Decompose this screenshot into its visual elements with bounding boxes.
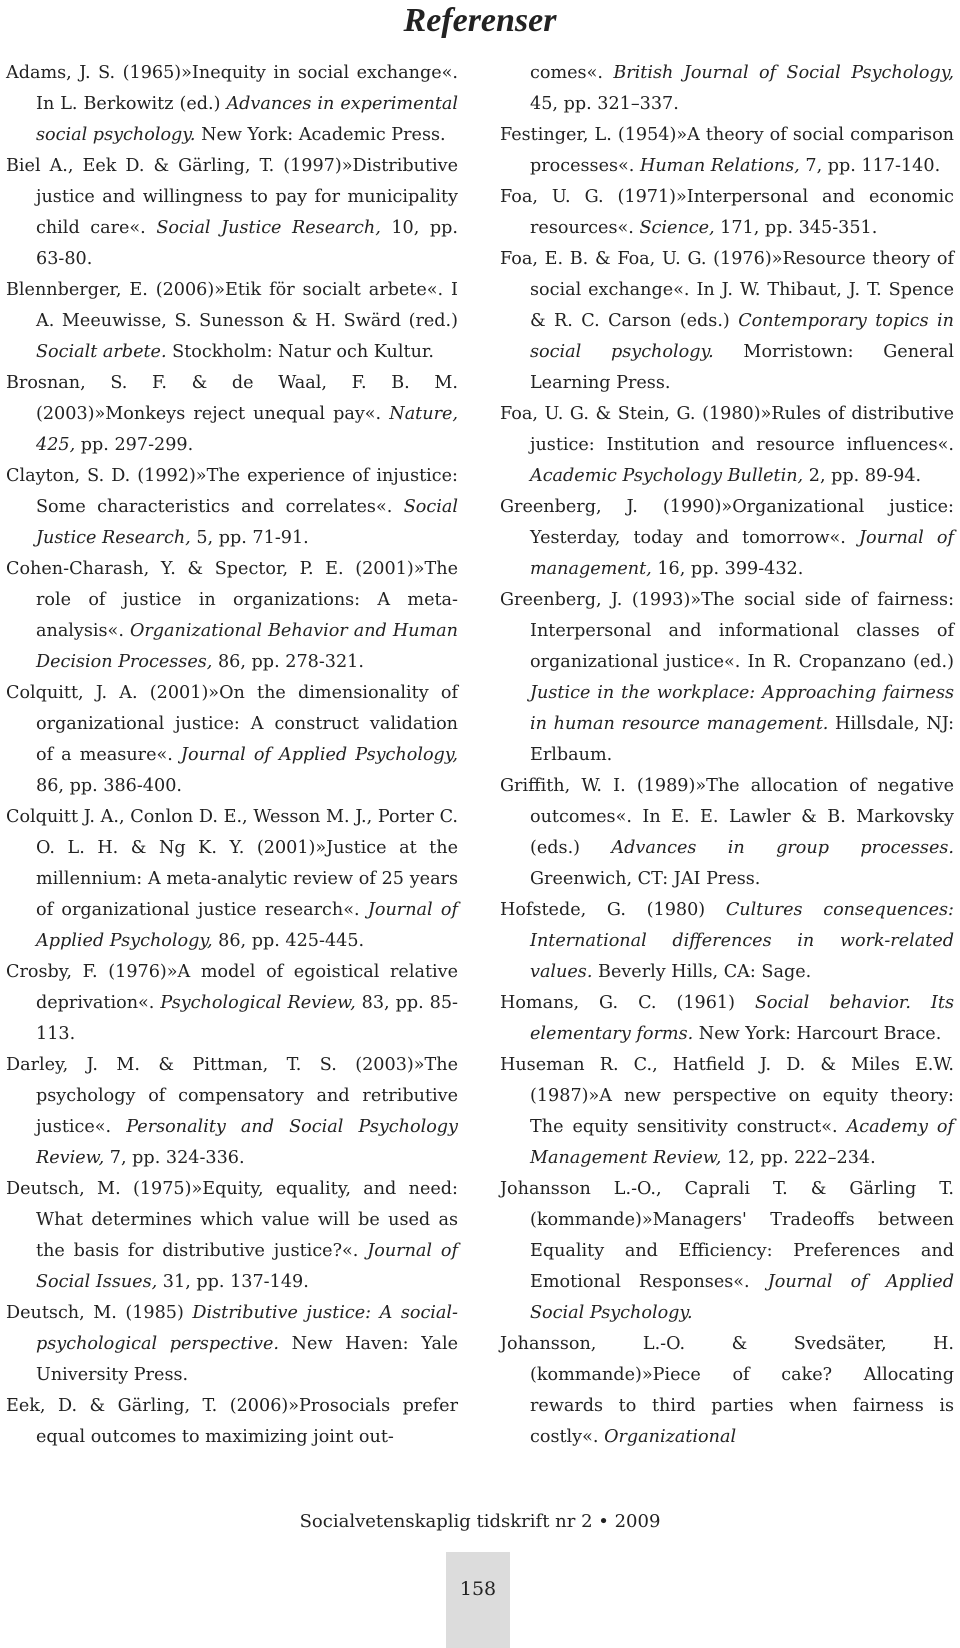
reference-entry: Greenberg, J. (1993)»The social side of fairness: Interpersonal and informational classes of organizational justice«. In R. Cropanzano (ed.) Justice in the workplace: Approaching fairness in human resource management. Hillsdale, NJ: Erlbaum. — [500, 590, 955, 765]
page-title: Referenser — [403, 2, 557, 39]
reference-entry: Biel A., Eek D. & Gärling, T. (1997)»Distributive justice and willingness to pay for municipality child care«. Social Justice Research, 10, pp. 63-80. — [6, 156, 458, 269]
reference-entry: Deutsch, M. (1985) Distributive justice: A social-psychological perspective. New Haven: Yale University Press. — [6, 1303, 458, 1385]
reference-entry: Foa, U. G. (1971)»Interpersonal and economic resources«. Science, 171, pp. 345-351. — [500, 187, 954, 238]
references-column-right — [500, 58, 954, 1453]
page-number: 158 — [459, 1578, 497, 1600]
reference-entry: Cohen-Charash, Y. & Spector, P. E. (2001)»The role of justice in organizations: A meta-analysis«. Organizational Behavior and Human Decision Processes, 86, pp. 278-321. — [6, 559, 458, 672]
reference-entry: Huseman R. C., Hatfield J. D. & Miles E.W. (1987)»A new perspective on equity theory: The equity sensitivity construct«. Academy of Management Review, 12, pp. 222–234. — [500, 1055, 954, 1168]
reference-entry: Crosby, F. (1976)»A model of egoistical relative deprivation«. Psychological Review, 83, pp. 85-113. — [6, 962, 458, 1044]
reference-entry: Hofstede, G. (1980) Cultures consequences: International differences in work-related values. Beverly Hills, CA: Sage. — [500, 900, 954, 982]
references-column-left — [6, 58, 458, 1453]
reference-entry: Blennberger, E. (2006)»Etik för socialt arbete«. I A. Meeuwisse, S. Sunesson & H. Swärd (red.) Socialt arbete. Stockholm: Natur och Kultur. — [6, 280, 458, 362]
reference-entry: Foa, U. G. & Stein, G. (1980)»Rules of distributive justice: Institution and resource influences«. Academic Psychology Bulletin, 2, pp. 89-94. — [500, 404, 954, 486]
reference-entry: Griffith, W. I. (1989)»The allocation of negative outcomes«. In E. E. Lawler & B. Markovsky (eds.) Advances in group processes. Greenwich, CT: JAI Press. — [500, 776, 954, 889]
reference-entry: Homans, G. C. (1961) Social behavior. Its elementary forms. New York: Harcourt Brace. — [500, 993, 954, 1044]
reference-entry: Darley, J. M. & Pittman, T. S. (2003)»The psychology of compensatory and retributive justice«. Personality and Social Psychology Review, 7, pp. 324-336. — [6, 1055, 458, 1168]
reference-entry: Colquitt J. A., Conlon D. E., Wesson M. J., Porter C. O. L. H. & Ng K. Y. (2001)»Justice at the millennium: A meta-analytic review of 25 years of organizational justice research«. Journal of Applied Psychology, 86, pp. 425-445. — [6, 807, 459, 951]
reference-entry: Johansson, L.-O. & Svedsäter, H. (kommande)»Piece of cake? Allocating rewards to third parties when fairness is costly«. Organizational — [500, 1334, 954, 1447]
reference-entry: Clayton, S. D. (1992)»The experience of injustice: Some characteristics and correlates«. Social Justice Research, 5, pp. 71-91. — [6, 466, 458, 548]
reference-entry: Greenberg, J. (1990)»Organizational justice: Yesterday, today and tomorrow«. Journal of management, 16, pp. 399-432. — [500, 497, 954, 579]
reference-entry: Johansson L.-O., Caprali T. & Gärling T. (kommande)»Managers' Tradeoffs between Equality and Efficiency: Preferences and Emotional Responses«. Journal of Applied Social Psychology. — [500, 1179, 954, 1323]
reference-entry: Foa, E. B. & Foa, U. G. (1976)»Resource theory of social exchange«. In J. W. Thibaut, J. T. Spence & R. C. Carson (eds.) Contemporary topics in social psychology. Morristown: General Learning Press. — [500, 249, 954, 393]
reference-entry: Eek, D. & Gärling, T. (2006)»Prosocials prefer equal outcomes to maximizing joint out- — [6, 1396, 458, 1447]
page-number-box — [446, 1552, 510, 1648]
reference-entry: Deutsch, M. (1975)»Equity, equality, and need: What determines which value will be used as the basis for distributive justice?«. Journal of Social Issues, 31, pp. 137-149. — [6, 1179, 458, 1292]
reference-entry: Festinger, L. (1954)»A theory of social comparison processes«. Human Relations, 7, pp. 117-140. — [500, 125, 954, 176]
reference-entry: Colquitt, J. A. (2001)»On the dimensionality of organizational justice: A construct validation of a measure«. Journal of Applied Psychology, 86, pp. 386-400. — [6, 683, 458, 796]
reference-entry: Adams, J. S. (1965)»Inequity in social exchange«. In L. Berkowitz (ed.) Advances in experimental social psychology. New York: Academic Press. — [6, 63, 459, 145]
reference-entry: Brosnan, S. F. & de Waal, F. B. M. (2003)»Monkeys reject unequal pay«. Nature, 425, pp. 297-299. — [6, 373, 458, 455]
journal-footer: Socialvetenskaplig tidskrift nr 2 • 2009 — [299, 1511, 661, 1532]
reference-entry-continued: comes«. British Journal of Social Psychology, 45, pp. 321–337. — [530, 63, 954, 114]
